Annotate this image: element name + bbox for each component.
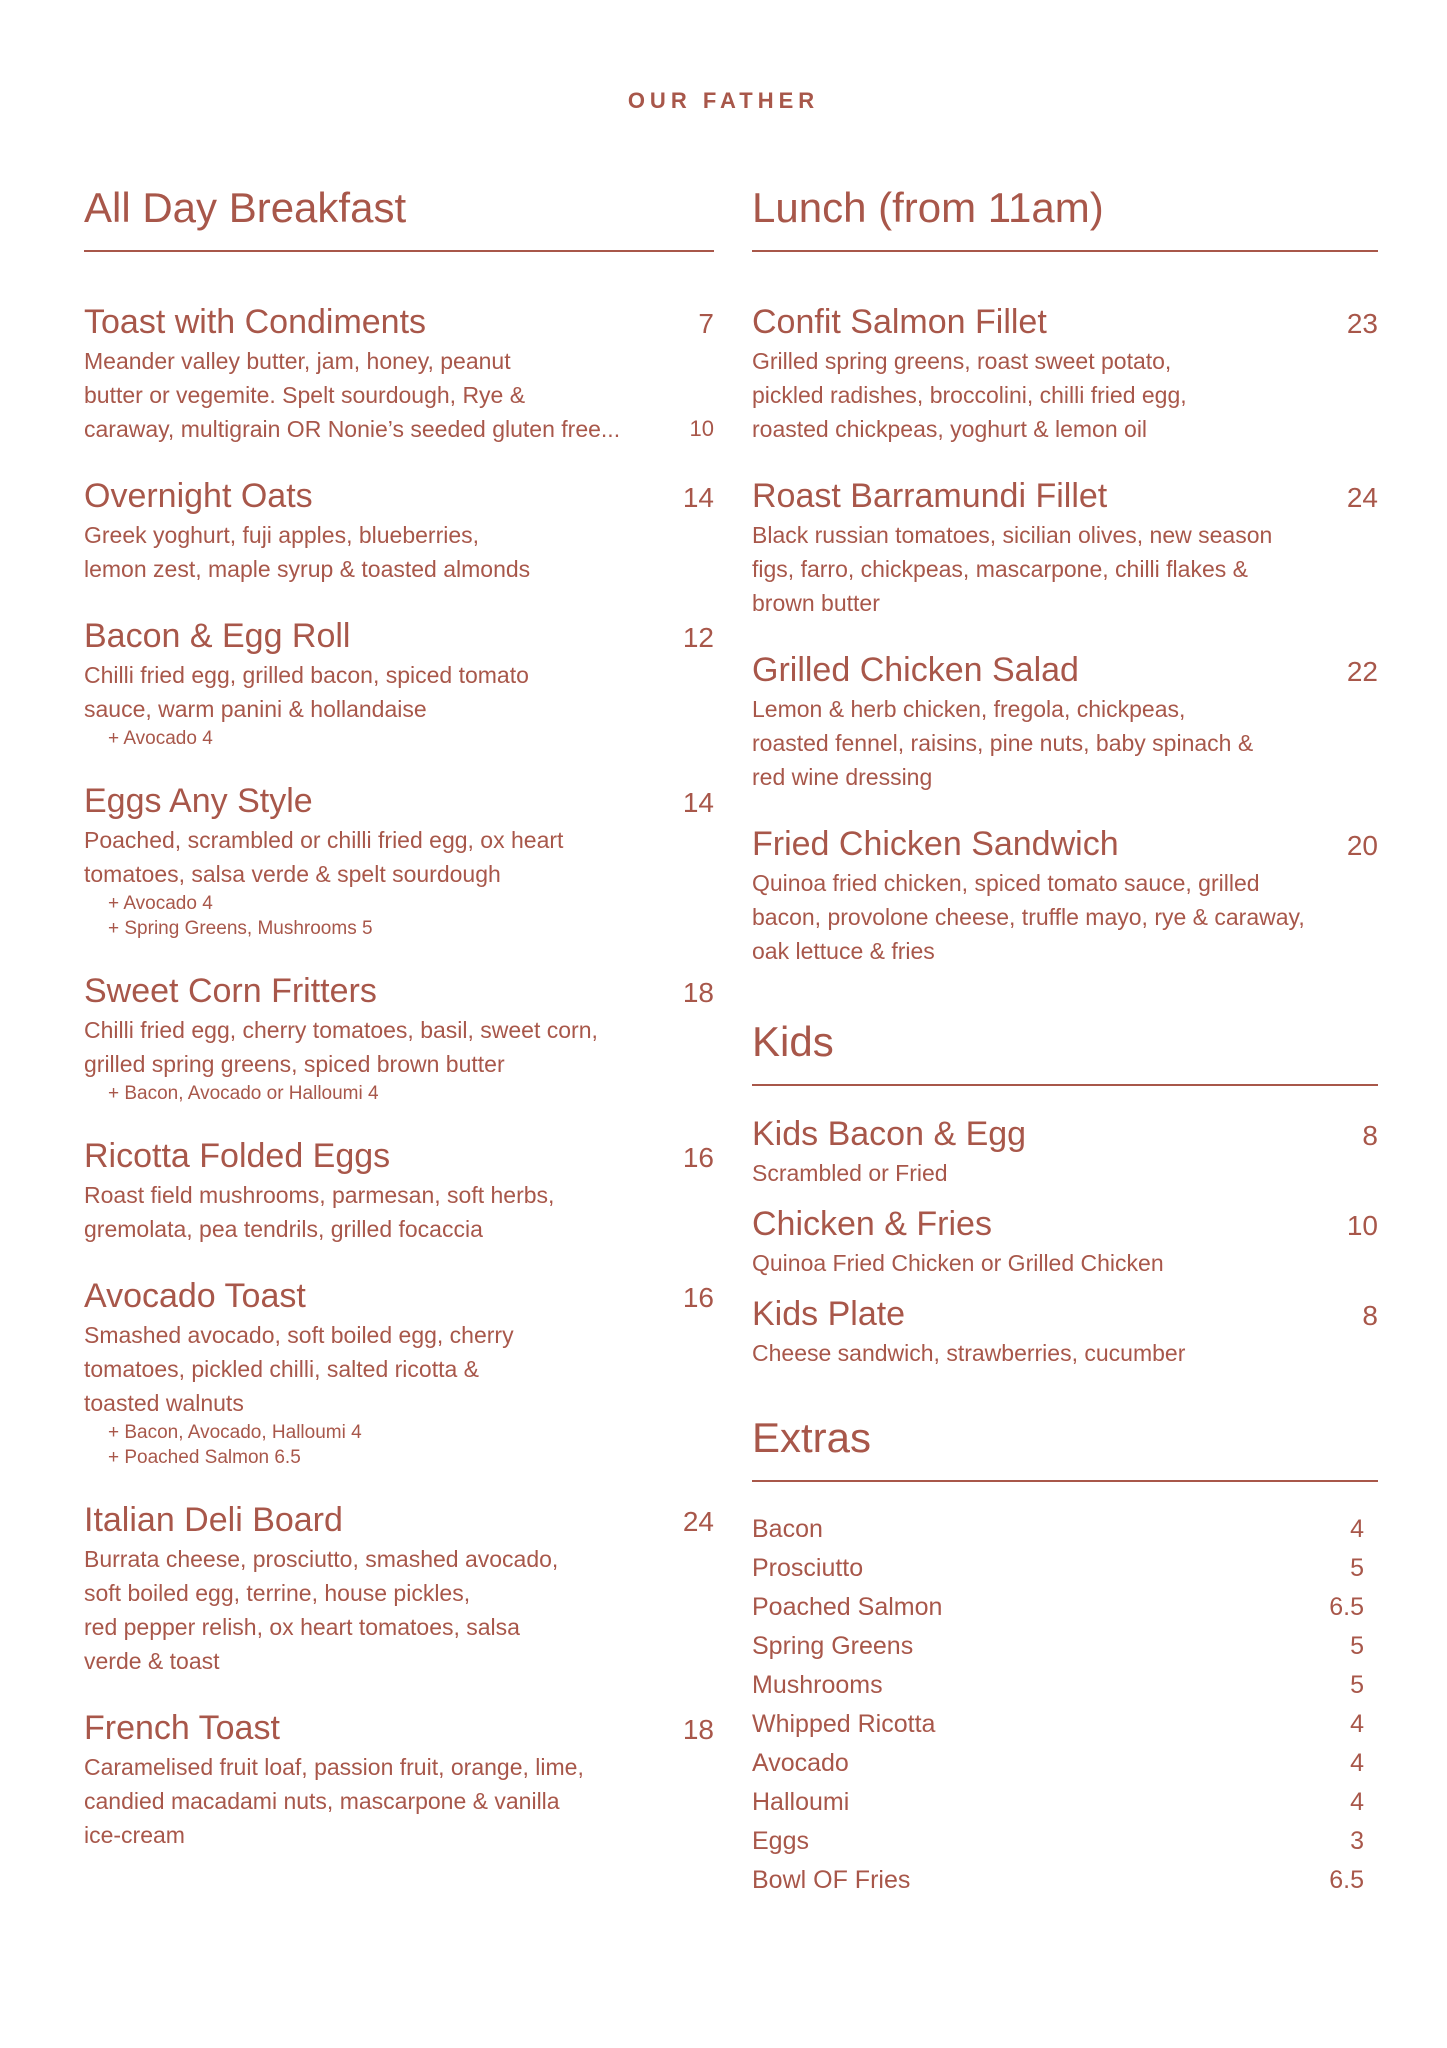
menu-item-addon: + Bacon, Avocado, Halloumi 4	[108, 1422, 362, 1443]
extras-item	[752, 1705, 1378, 1744]
extras-item-name: Mushrooms	[752, 1671, 883, 1699]
section-divider	[752, 1084, 1378, 1086]
extras-item	[752, 1549, 1378, 1588]
menu-item	[752, 1114, 1378, 1190]
extras-item-price: 3	[1350, 1827, 1364, 1855]
extras-item	[752, 1510, 1378, 1549]
menu-item-description	[84, 1542, 714, 1678]
description-line: Grilled spring greens, roast sweet potato,	[752, 348, 1172, 374]
description-line: Chilli fried egg, grilled bacon, spiced tomato	[84, 662, 529, 688]
menu-item-description	[84, 518, 714, 586]
extras-item	[752, 1666, 1378, 1705]
menu-item-name: French Toast	[84, 1709, 280, 1747]
extras-item-name: Avocado	[752, 1749, 849, 1777]
menu-item	[752, 824, 1378, 968]
brand-title: OUR FATHER	[627, 88, 820, 113]
extras-section-title: Extras	[752, 1414, 872, 1461]
menu-item-description	[752, 1246, 1378, 1280]
menu-item-price: 10	[1346, 1210, 1378, 1241]
extras-item-name: Poached Salmon	[752, 1593, 943, 1621]
menu-item-price: 24	[1346, 482, 1378, 513]
menu-item-addon: + Spring Greens, Mushrooms 5	[108, 918, 373, 939]
menu-item-description	[84, 1318, 714, 1420]
description-line: soft boiled egg, terrine, house pickles,	[84, 1580, 471, 1606]
menu-item-price: 18	[682, 977, 714, 1008]
menu-item-price: 23	[1346, 308, 1378, 339]
menu-item-description	[752, 518, 1378, 620]
description-line: gremolata, pea tendrils, grilled focaccia	[84, 1216, 483, 1242]
kids-section-title: Kids	[752, 1018, 834, 1065]
breakfast-menu-list	[84, 302, 714, 1852]
extras-item-name: Spring Greens	[752, 1632, 914, 1660]
menu-item-name: Ricotta Folded Eggs	[84, 1137, 391, 1175]
menu-item	[84, 1708, 714, 1852]
extras-list	[752, 1510, 1378, 1900]
description-line: oak lettuce & fries	[752, 938, 935, 964]
menu-item-price: 7	[698, 308, 714, 339]
menu-item-name: Roast Barramundi Fillet	[752, 477, 1108, 515]
menu-item-price: 14	[682, 787, 714, 818]
description-line: Poached, scrambled or chilli fried egg, ox heart	[84, 827, 564, 853]
menu-item-description	[84, 1750, 714, 1852]
description-line: caraway, multigrain OR Nonie’s seeded gluten free... 10	[84, 412, 654, 446]
menu-item-description	[752, 1156, 1378, 1190]
menu-item-name: Kids Bacon & Egg	[752, 1115, 1027, 1153]
description-line: ice-cream	[84, 1822, 185, 1848]
menu-item-description	[84, 344, 714, 446]
menu-item	[84, 1500, 714, 1678]
description-line: Lemon & herb chicken, fregola, chickpeas,	[752, 696, 1186, 722]
menu-item	[84, 781, 714, 941]
menu-item-description	[752, 866, 1378, 968]
extras-item-price: 6.5	[1329, 1866, 1364, 1894]
menu-item-description	[752, 1336, 1378, 1370]
description-line: roasted fennel, raisins, pine nuts, baby spinach &	[752, 730, 1254, 756]
description-line: brown butter	[752, 590, 880, 616]
menu-item-price: 22	[1346, 656, 1378, 687]
extras-item-price: 4	[1350, 1515, 1364, 1543]
description-line: pickled radishes, broccolini, chilli fried egg,	[752, 382, 1187, 408]
menu-item-price: 20	[1346, 830, 1378, 861]
description-line: verde & toast	[84, 1648, 220, 1674]
menu-item-name: Bacon & Egg Roll	[84, 617, 351, 655]
description-line: Quinoa Fried Chicken or Grilled Chicken	[752, 1250, 1164, 1276]
menu-item	[752, 650, 1378, 794]
description-line: Quinoa fried chicken, spiced tomato sauce, grilled	[752, 870, 1260, 896]
extras-item	[752, 1822, 1378, 1861]
right-column	[752, 180, 1378, 1900]
menu-item-name: Fried Chicken Sandwich	[752, 825, 1119, 863]
menu-item	[84, 302, 714, 446]
kids-section	[752, 1014, 1378, 1370]
extras-item-price: 5	[1350, 1554, 1364, 1582]
lunch-section-title: Lunch (from 11am)	[752, 184, 1104, 231]
menu-item-price: 14	[682, 482, 714, 513]
extras-item-name: Bacon	[752, 1515, 823, 1543]
menu-item-name: Grilled Chicken Salad	[752, 651, 1079, 689]
menu-item-addon: + Avocado 4	[108, 728, 213, 749]
menu-item	[752, 302, 1378, 446]
breakfast-section-title: All Day Breakfast	[84, 184, 407, 231]
description-line: toasted walnuts	[84, 1390, 244, 1416]
menu-item-price: 16	[682, 1142, 714, 1173]
extras-item-price: 5	[1350, 1671, 1364, 1699]
menu-item-description	[84, 1013, 714, 1081]
extras-item-name: Prosciutto	[752, 1554, 864, 1582]
menu-item-name: Overnight Oats	[84, 477, 313, 515]
menu-item-description	[752, 344, 1378, 446]
menu-item-addon: + Poached Salmon 6.5	[108, 1447, 301, 1468]
description-line: figs, farro, chickpeas, mascarpone, chilli flakes &	[752, 556, 1248, 582]
menu-item	[752, 476, 1378, 620]
extras-item	[752, 1783, 1378, 1822]
description-line: Greek yoghurt, fuji apples, blueberries,	[84, 522, 480, 548]
description-line: candied macadami nuts, mascarpone & vanilla	[84, 1788, 560, 1814]
extras-item-price: 4	[1350, 1788, 1364, 1816]
menu-item-name: Confit Salmon Fillet	[752, 303, 1047, 341]
description-line: Roast field mushrooms, parmesan, soft herbs,	[84, 1182, 555, 1208]
menu-item-price: 18	[682, 1714, 714, 1745]
menu-item	[752, 1204, 1378, 1280]
menu-item	[84, 616, 714, 751]
menu-item-name: Kids Plate	[752, 1295, 906, 1333]
menu-item-description	[752, 692, 1378, 794]
description-line: lemon zest, maple syrup & toasted almonds	[84, 556, 531, 582]
extras-section	[752, 1410, 1378, 1900]
menu-item	[84, 1136, 714, 1246]
menu-item-price: 24	[682, 1506, 714, 1537]
lunch-menu-list	[752, 302, 1378, 968]
description-line: butter or vegemite. Spelt sourdough, Rye &	[84, 382, 526, 408]
menu-item	[752, 1294, 1378, 1370]
description-line: Scrambled or Fried	[752, 1160, 948, 1186]
section-divider	[752, 250, 1378, 252]
description-line: Cheese sandwich, strawberries, cucumber	[752, 1340, 1186, 1366]
menu-item-name: Sweet Corn Fritters	[84, 972, 377, 1010]
description-line: roasted chickpeas, yoghurt & lemon oil	[752, 416, 1148, 442]
description-line: Black russian tomatoes, sicilian olives, new season	[752, 522, 1273, 548]
extras-item-price: 6.5	[1329, 1593, 1364, 1621]
menu-item	[84, 476, 714, 586]
description-line: red pepper relish, ox heart tomatoes, salsa	[84, 1614, 520, 1640]
description-line: Smashed avocado, soft boiled egg, cherry	[84, 1322, 514, 1348]
menu-item-name: Avocado Toast	[84, 1277, 306, 1315]
extras-item-price: 4	[1350, 1749, 1364, 1777]
alternate-price: 10	[689, 416, 714, 441]
description-line: grilled spring greens, spiced brown butter	[84, 1051, 505, 1077]
description-line: Meander valley butter, jam, honey, peanut	[84, 348, 511, 374]
menu-item-description	[84, 1178, 714, 1246]
kids-menu-list	[752, 1114, 1378, 1370]
menu-item-addon: + Bacon, Avocado or Halloumi 4	[108, 1083, 379, 1104]
description-line: sauce, warm panini & hollandaise	[84, 696, 427, 722]
extras-item	[752, 1627, 1378, 1666]
menu-item-name: Toast with Condiments	[84, 303, 427, 341]
description-line: tomatoes, salsa verde & spelt sourdough	[84, 861, 501, 887]
menu-item-price: 8	[1362, 1300, 1378, 1331]
menu-item	[84, 971, 714, 1106]
extras-item-name: Halloumi	[752, 1788, 850, 1816]
menu-item-price: 12	[682, 622, 714, 653]
menu-item-description	[84, 658, 714, 726]
breakfast-column	[84, 180, 714, 1882]
menu-item-name: Chicken & Fries	[752, 1205, 992, 1243]
section-divider	[84, 250, 714, 252]
extras-item	[752, 1861, 1378, 1900]
menu-item-name: Eggs Any Style	[84, 782, 313, 820]
description-line: Chilli fried egg, cherry tomatoes, basil, sweet corn,	[84, 1017, 598, 1043]
description-line: red wine dressing	[752, 764, 933, 790]
extras-item-name: Whipped Ricotta	[752, 1710, 936, 1738]
description-line: Burrata cheese, prosciutto, smashed avocado,	[84, 1546, 559, 1572]
extras-item-price: 4	[1350, 1710, 1364, 1738]
extras-item-price: 5	[1350, 1632, 1364, 1660]
section-divider	[752, 1480, 1378, 1482]
menu-item-addon: + Avocado 4	[108, 893, 213, 914]
menu-item-price: 16	[682, 1282, 714, 1313]
extras-item	[752, 1588, 1378, 1627]
description-line: bacon, provolone cheese, truffle mayo, rye & caraway,	[752, 904, 1305, 930]
extras-item-name: Bowl OF Fries	[752, 1866, 911, 1894]
menu-item-description	[84, 823, 714, 891]
extras-item	[752, 1744, 1378, 1783]
description-line: Caramelised fruit loaf, passion fruit, orange, lime,	[84, 1754, 584, 1780]
extras-item-name: Eggs	[752, 1827, 809, 1855]
menu-item	[84, 1276, 714, 1470]
description-line: tomatoes, pickled chilli, salted ricotta &	[84, 1356, 480, 1382]
menu-item-price: 8	[1362, 1120, 1378, 1151]
menu-item-name: Italian Deli Board	[84, 1501, 343, 1539]
